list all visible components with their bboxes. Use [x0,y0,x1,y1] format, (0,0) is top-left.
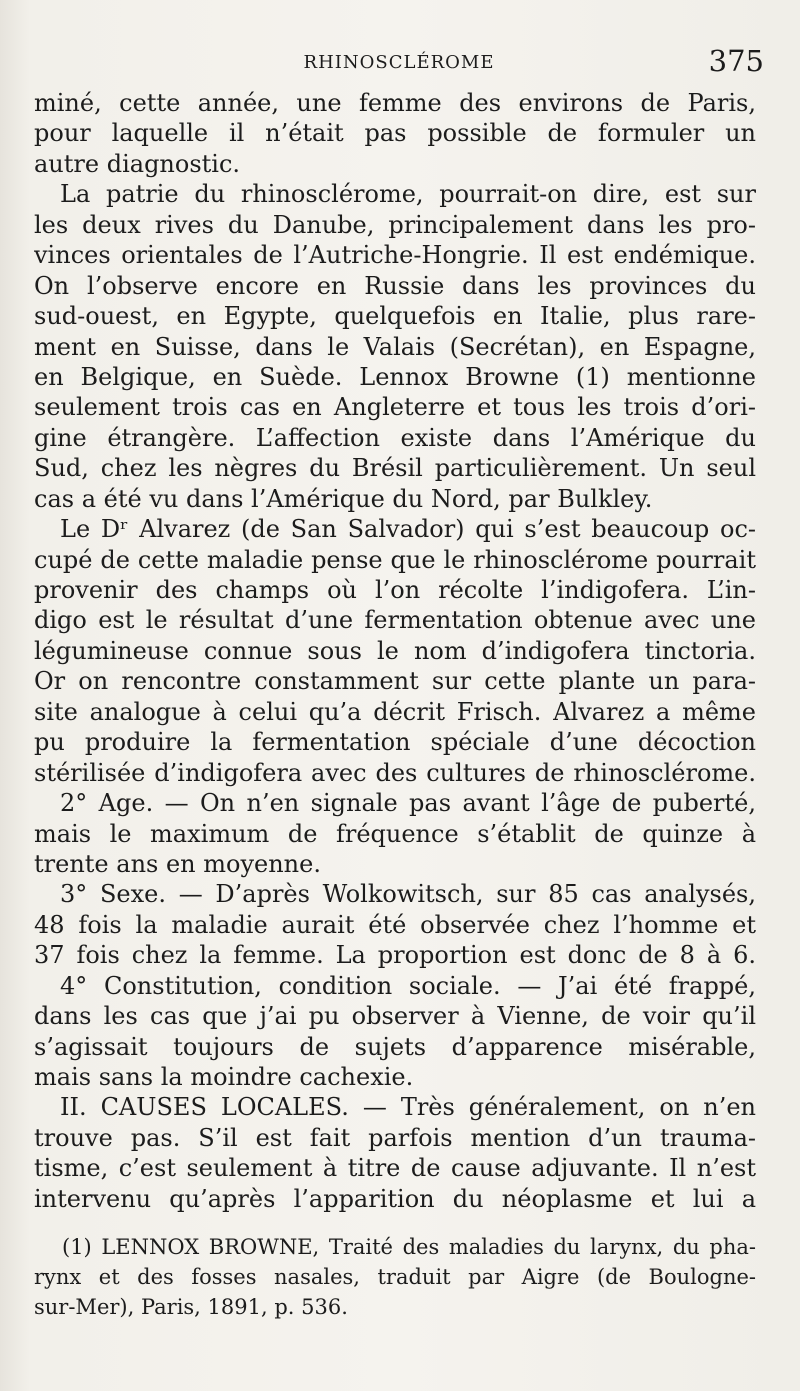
text-line: La patrie du rhinosclérome, pourrait-on dire, est sur [60,180,756,209]
text-line: ment en Suisse, dans le Valais (Secrétan), en Espagne, [34,332,756,361]
text-line: cas a été vu dans l’Amérique du Nord, par Bulkley. [34,484,653,513]
text-line: Sud, chez les nègres du Brésil particulièrement. Un seul [34,454,756,483]
text-line: site analogue à celui qu’a décrit Frisch. Alvarez a même [34,697,756,726]
text-line: légumineuse connue sous le nom d’indigofera tinctoria. [34,636,756,665]
text-line: dans les cas que j’ai pu observer à Vienne, de voir qu’il [34,1002,756,1031]
footnote-line: (1) LENNOX BROWNE, Traité des maladies du larynx, du pha- [62,1235,756,1259]
page-number: 375 [708,44,764,78]
text-line: 2° Age. — On n’en signale pas avant l’âge de puberté, [60,789,756,818]
text-line: mais sans la moindre cachexie. [34,1063,414,1091]
text-line: intervenu qu’après l’apparition du néoplasme et lui a [34,1184,756,1213]
text-line: stérilisée d’indigofera avec des cultures de rhinosclérome. [34,758,756,787]
text-line: digo est le résultat d’une fermentation obtenue avec une [34,606,756,635]
text-line: Le Dʳ Alvarez (de San Salvador) qui s’est beaucoup oc- [60,515,756,544]
text-line: gine étrangère. L’affection existe dans l’Amérique du [34,423,756,452]
text-line: en Belgique, en Suède. Lennox Browne (1) mentionne [34,362,756,391]
text-line: tisme, c’est seulement à titre de cause adjuvante. Il n’est [34,1154,756,1183]
text-line: vinces orientales de l’Autriche-Hongrie. Il est endémique. [34,241,756,270]
text-line: mais le maximum de fréquence s’établit de quinze à [34,819,756,848]
text-line: 3° Sexe. — D’après Wolkowitsch, sur 85 cas analysés, [60,880,756,909]
text-line: pour laquelle il n’était pas possible de formuler un [34,119,756,148]
text-line: trouve pas. S’il est fait parfois mention d’un trauma- [34,1123,756,1152]
text-line: 48 fois la maladie aurait été observée chez l’homme et [34,910,756,939]
text-line: seulement trois cas en Angleterre et tous les trois d’ori- [34,393,756,422]
text-line: 4° Constitution, condition sociale. — J’ai été frappé, [60,971,756,1000]
text-line: II. CAUSES LOCALES. — Très généralement, on n’en [60,1093,756,1122]
body-text [34,88,756,1214]
text-line: les deux rives du Danube, principalement dans les pro- [34,210,756,239]
footnote [34,1232,756,1322]
text-line: autre diagnostic. [34,149,241,178]
text-line: provenir des champs où l’on récolte l’indigofera. L’in- [34,576,756,604]
text-line: trente ans en moyenne. [34,849,321,878]
text-line: pu produire la fermentation spéciale d’une décoction [34,728,756,757]
footnote-line: sur-Mer), Paris, 1891, p. 536. [34,1295,348,1319]
footnote-line: rynx et des fosses nasales, traduit par Aigre (de Boulogne- [34,1265,756,1289]
running-head: RHINOSCLÉROME [303,52,495,73]
text-line: On l’observe encore en Russie dans les provinces du [34,271,756,300]
text-line: miné, cette année, une femme des environs de Paris, [34,89,756,117]
text-line: cupé de cette maladie pense que le rhinosclérome pourrait [34,545,756,574]
text-line: 37 fois chez la femme. La proportion est donc de 8 à 6. [34,941,756,970]
page-header [34,44,764,84]
text-line: s’agissait toujours de sujets d’apparence misérable, [34,1032,756,1061]
text-line: sud-ouest, en Egypte, quelquefois en Italie, plus rare- [34,302,756,331]
text-line: Or on rencontre constamment sur cette plante un para- [34,667,756,696]
